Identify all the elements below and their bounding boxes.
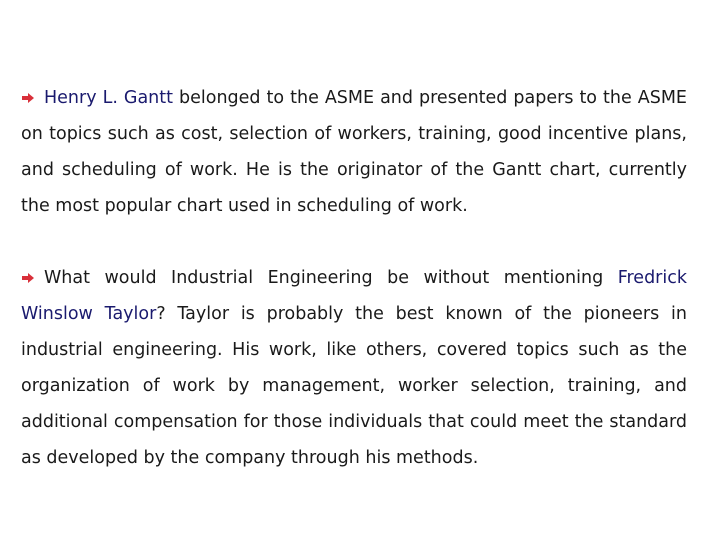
paragraph-taylor-prefix: What would Industrial Engineering be without mentioning (44, 268, 618, 288)
person-name-gantt: Henry L. Gantt (44, 88, 173, 108)
paragraph-taylor (21, 260, 687, 476)
arrow-bullet-icon (21, 272, 35, 284)
paragraph-taylor-text: ? Taylor is probably the best known of the pioneers in industrial engineering. His work, like others, covered topics such as the organization of work by management, worker selection, training, and additional compensation for those individuals that could meet the standard as developed by the company through his methods. (21, 304, 687, 468)
paragraph-gantt (21, 80, 687, 224)
arrow-bullet-icon (21, 92, 35, 104)
paragraph-gantt-text: belonged to the ASME and presented papers to the ASME on topics such as cost, selection of workers, training, good incentive plans, and scheduling of work. He is the originator of the Gantt chart, currently the most popular chart used in scheduling of work. (21, 88, 687, 216)
person-name-taylor: Fredrick Winslow Taylor (21, 268, 687, 324)
